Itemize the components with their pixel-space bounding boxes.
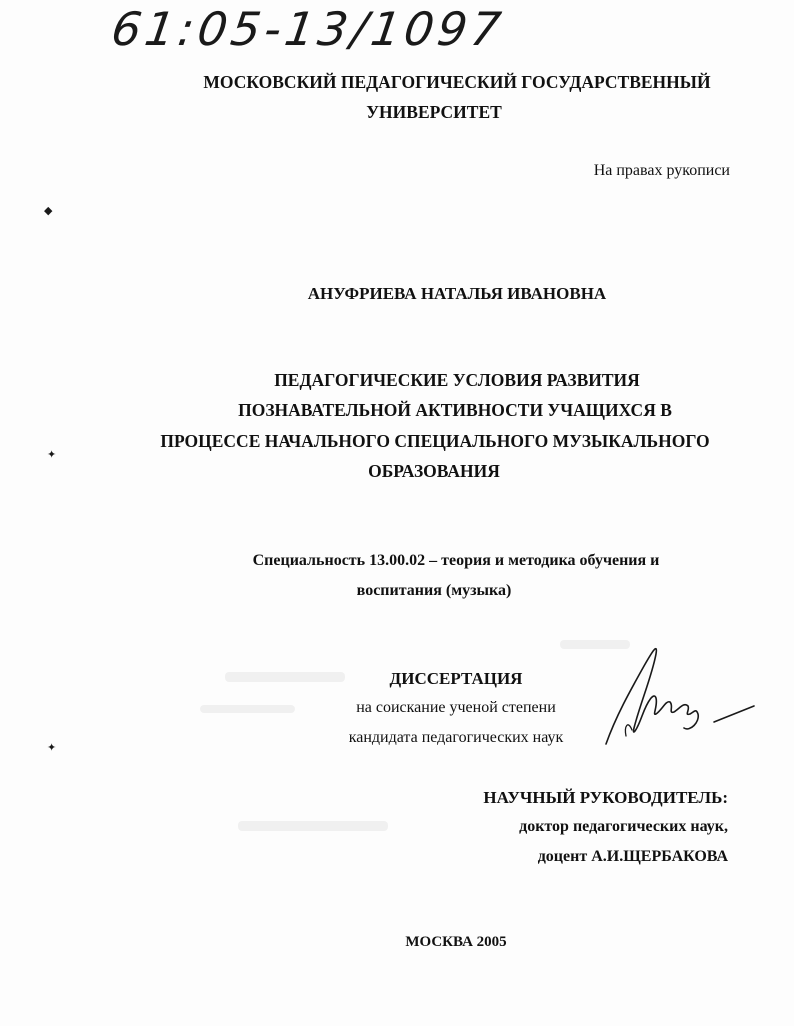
- margin-mark-icon: ✦: [47, 448, 57, 461]
- specialty-line-1: Специальность 13.00.02 – теория и методика обучения и: [252, 552, 660, 569]
- specialty-line-2: воспитания (музыка): [356, 582, 512, 599]
- author-name: АНУФРИЕВА НАТАЛЬЯ ИВАНОВНА: [307, 284, 607, 303]
- scan-smudge: [238, 821, 388, 831]
- margin-mark-icon: ✦: [47, 741, 57, 754]
- city-year: МОСКВА 2005: [405, 934, 507, 950]
- scan-smudge: [225, 672, 345, 682]
- dissertation-heading: ДИССЕРТАЦИЯ: [389, 669, 523, 688]
- supervisor-heading: НАУЧНЫЙ РУКОВОДИТЕЛЬ:: [483, 788, 728, 807]
- university-name-line-1: МОСКОВСКИЙ ПЕДАГОГИЧЕСКИЙ ГОСУДАРСТВЕННЫЙ: [203, 72, 711, 92]
- dissertation-title-line-2: ПОЗНАВАТЕЛЬНОЙ АКТИВНОСТИ УЧАЩИХСЯ В: [238, 400, 672, 420]
- manuscript-note: На правах рукописи: [593, 162, 730, 179]
- supervisor-name: доцент А.И.ЩЕРБАКОВА: [537, 848, 728, 865]
- university-name-line-2: УНИВЕРСИТЕТ: [366, 102, 502, 122]
- archive-code: 61:05-13/1097: [108, 2, 509, 56]
- margin-mark-icon: ◆: [44, 204, 53, 217]
- dissertation-title-line-3: ПРОЦЕССЕ НАЧАЛЬНОГО СПЕЦИАЛЬНОГО МУЗЫКАЛЬНОГО: [160, 431, 710, 451]
- signature-mark: [596, 636, 766, 756]
- dissertation-title-line-1: ПЕДАГОГИЧЕСКИЕ УСЛОВИЯ РАЗВИТИЯ: [274, 370, 640, 390]
- dissertation-title-line-4: ОБРАЗОВАНИЯ: [368, 461, 500, 481]
- scan-smudge: [200, 705, 295, 713]
- dissertation-degree-line-2: кандидата педагогических наук: [348, 729, 564, 746]
- dissertation-degree-line-1: на соискание ученой степени: [356, 699, 556, 716]
- supervisor-degree: доктор педагогических наук,: [519, 818, 728, 835]
